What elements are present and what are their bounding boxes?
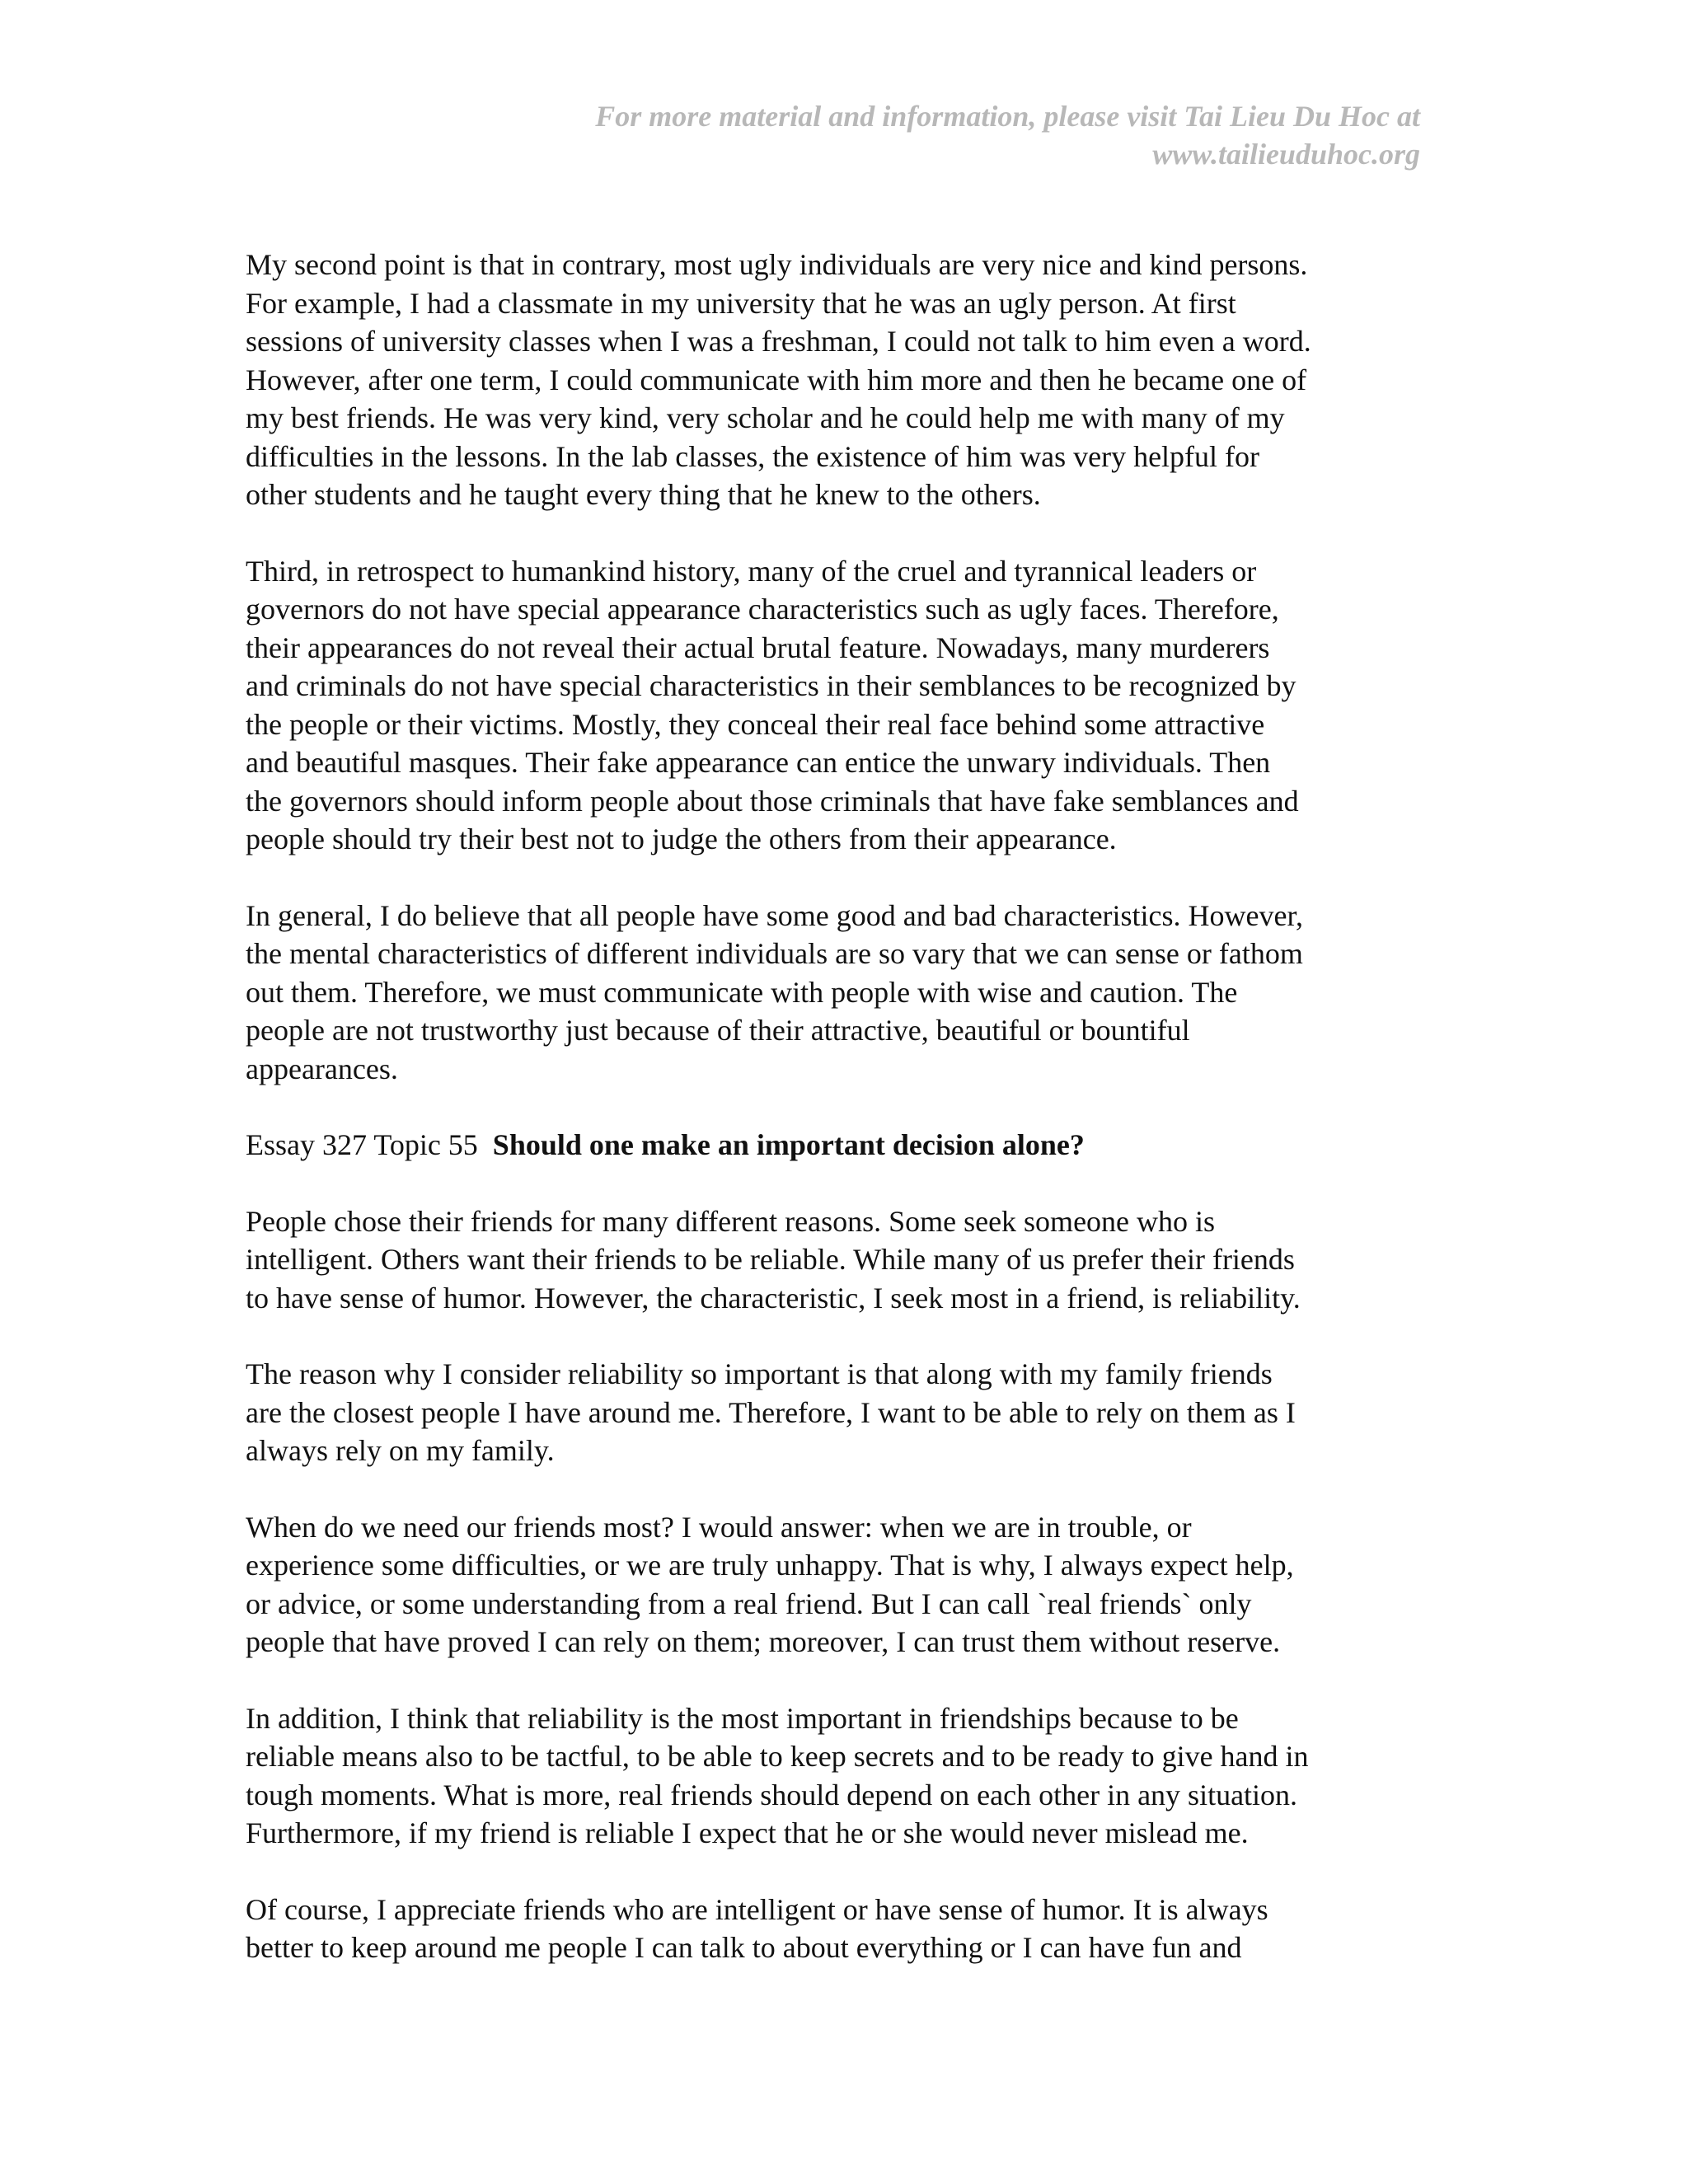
page-header — [349, 97, 1420, 173]
essay-topic-title: Should one make an important decision alone? — [492, 1128, 1085, 1161]
paragraph-second-point: My second point is that in contrary, most ugly individuals are very nice and kind persons. For example, I had a classmate in my university that he was an ugly person. At first sessions of university classes when I was a freshman, I could not talk to him even a word. However, after one term, I could communicate with him more and then he became one of my best friends. He was very kind, very scholar and he could help me with many of my difficulties in the lessons. In the lab classes, the existence of him was very helpful for other students and he taught every thing that he knew to the others. — [246, 248, 1311, 511]
paragraph-intro: People chose their friends for many different reasons. Some seek someone who is intelligent. Others want their friends to be reliable. While many of us prefer their friends to have sense of humor. However, the characteristic, I seek most in a friend, is reliability. — [246, 1204, 1301, 1315]
paragraph-when-needed: When do we need our friends most? I would answer: when we are in trouble, or experience some difficulties, or we are truly unhappy. That is why, I always expect help, or advice, or some understanding from a real friend. But I can call `real friends` only people that have proved I can rely on them; moreover, I can trust them without reserve. — [246, 1510, 1294, 1658]
paragraph-reason: The reason why I consider reliability so important is that along with my family friends are the closest people I have around me. Therefore, I want to be able to rely on them as I always rely on my family. — [246, 1357, 1296, 1467]
paragraph-of-course: Of course, I appreciate friends who are intelligent or have sense of humor. It is always better to keep around me people I can talk to about everything or I can have fun and — [246, 1892, 1268, 1964]
paragraph-in-addition: In addition, I think that reliability is the most important in friendships because to be reliable means also to be tactful, to be able to keep secrets and to be ready to give hand in tough moments. What is more, real friends should depend on each other in any situation. Furthermore, if my friend is reliable I expect that he or she would never mislead me. — [246, 1701, 1309, 1849]
header-line-1: For more material and information, please visit Tai Lieu Du Hoc at — [595, 100, 1420, 133]
paragraph-third-point: Third, in retrospect to humankind history, many of the cruel and tyrannical leaders or governors do not have special appearance characteristics such as ugly faces. Therefore, their appearances do not reveal their actual brutal feature. Nowadays, many murderers and criminals do not have special characteristics in their semblances to be recognized by the people or their victims. Mostly, they conceal their real face behind some attractive and beautiful masques. Their fake appearance can entice the unwary individuals. Then the governors should inform people about those criminals that have fake semblances and people should try their best not to judge the others from their appearance. — [246, 554, 1299, 855]
essay-heading — [246, 1126, 1432, 1165]
essay-label: Essay 327 Topic 55 — [246, 1128, 478, 1161]
paragraph-in-general: In general, I do believe that all people have some good and bad characteristics. However, the mental characteristics of different individuals are so vary that we can sense or fathom out them. Therefore, we must communicate with people with wise and caution. The people are not trustworthy just because of their attractive, beautiful or bountiful appearances. — [246, 898, 1304, 1085]
document-body — [246, 246, 1432, 2005]
header-line-2: www.tailieuduhoc.org — [1152, 138, 1420, 171]
